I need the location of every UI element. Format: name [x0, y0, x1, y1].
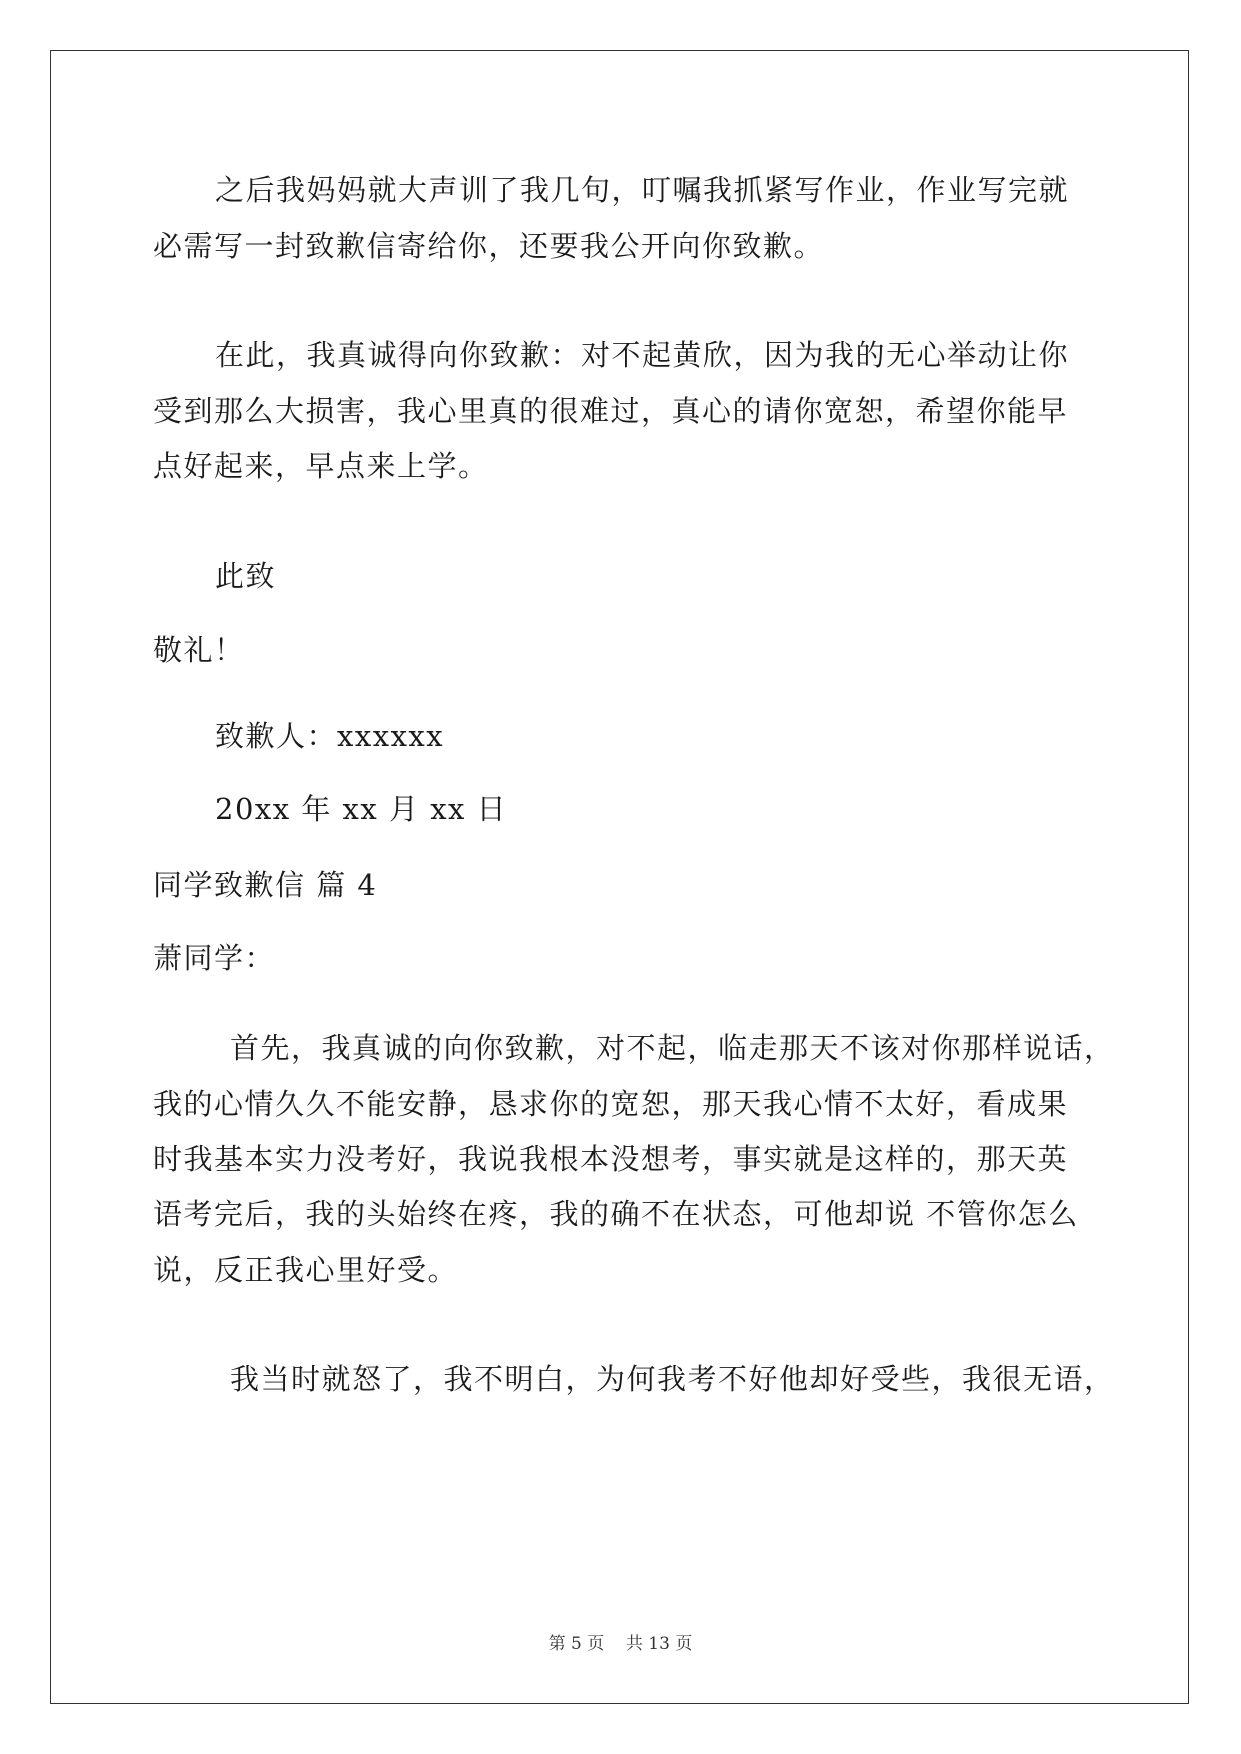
paragraph-line: 首先，我真诚的向你致歉，对不起，临走那天不该对你那样说话， [230, 1031, 1115, 1065]
paragraph-line: 必需写一封致歉信寄给你，还要我公开向你致歉。 [153, 229, 825, 263]
signature-name: 致歉人：xxxxxx [215, 719, 445, 753]
page-number-footer: 第 5 页 共 13 页 [548, 1634, 693, 1654]
signature-date: 20xx 年 xx 月 xx 日 [215, 792, 508, 826]
salutation-closing: 此致 [215, 559, 277, 593]
paragraph-line: 说，反正我心里好受。 [153, 1253, 459, 1287]
paragraph-line: 受到那么大损害，我心里真的很难过，真心的请你宽恕，希望你能早 [153, 394, 1069, 428]
paragraph-line: 时我基本实力没考好，我说我根本没想考，事实就是这样的，那天英 [153, 1142, 1069, 1176]
paragraph-line: 在此，我真诚得向你致歉：对不起黄欣，因为我的无心举动让你 [215, 338, 1070, 372]
letter-greeting: 萧同学： [153, 941, 276, 975]
paragraph-line: 我的心情久久不能安静，恳求你的宽恕，那天我心情不太好，看成果 [153, 1087, 1069, 1121]
section-heading: 同学致歉信 篇 4 [153, 868, 378, 902]
paragraph-line: 点好起来，早点来上学。 [153, 449, 489, 483]
paragraph-line: 之后我妈妈就大声训了我几句，叮嘱我抓紧写作业，作业写完就 [215, 173, 1070, 207]
salutation-regards: 敬礼！ [153, 633, 245, 667]
paragraph-line: 语考完后，我的头始终在疼，我的确不在状态，可他却说 不管你怎么 [153, 1197, 1079, 1231]
paragraph-line: 我当时就怒了，我不明白，为何我考不好他却好受些，我很无语， [230, 1362, 1115, 1396]
